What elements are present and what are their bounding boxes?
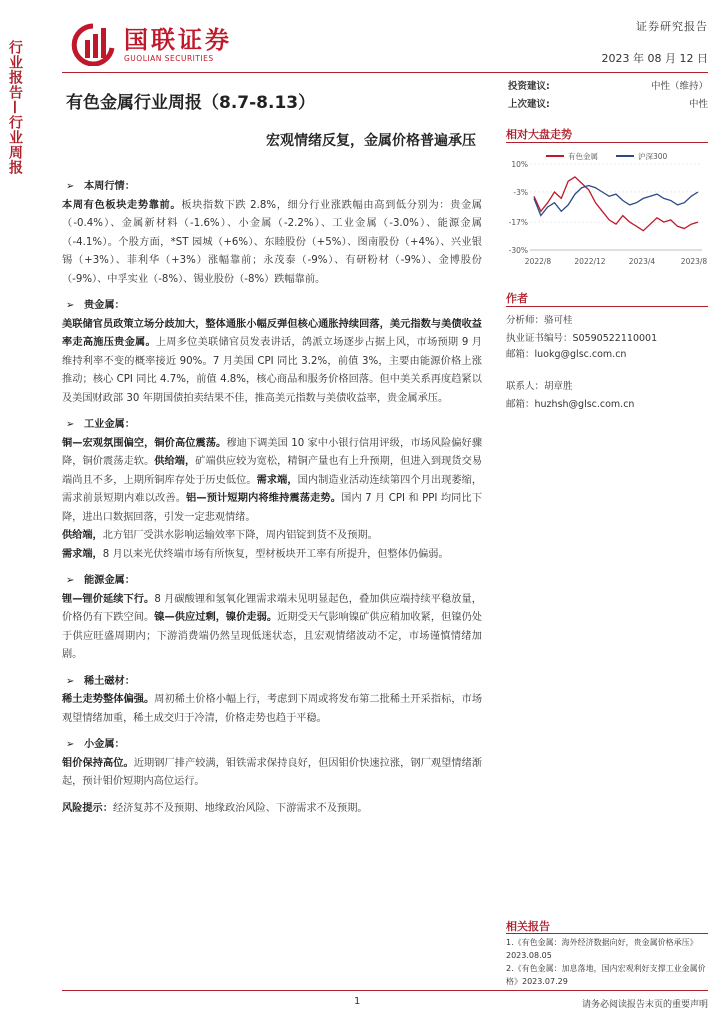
author-divider bbox=[506, 306, 708, 307]
rating-invest-label: 投资建议: bbox=[508, 81, 550, 92]
y-tick-label: -30% bbox=[508, 246, 528, 255]
y-tick-label: -3% bbox=[513, 187, 528, 197]
y-tick-label: -17% bbox=[508, 218, 528, 228]
report-date: 2023 年 08 月 12 日 bbox=[601, 52, 708, 65]
analyst-name: 骆可桂 bbox=[544, 315, 573, 326]
arrow-icon: ➢ bbox=[66, 739, 75, 750]
lithium-body: 8 月碳酸锂和氢氧化锂需求端未见明显起色，叠加供应端持续平稳放量，价格仍有下跌空间。 bbox=[62, 593, 482, 623]
x-tick-label: 2023/4 bbox=[628, 257, 656, 266]
al-demand-body: 8 月以来光伏终端市场有所恢复，型材板块开工率有所提升，但整体仍偏弱。 bbox=[102, 548, 449, 560]
x-tick-label: 2022/12 bbox=[574, 257, 606, 266]
related-divider bbox=[506, 933, 708, 934]
page-subtitle: 宏观情绪反复，金属价格普遍承压 bbox=[266, 133, 476, 149]
contact-email[interactable]: huzhsh@glsc.com.cn bbox=[534, 399, 635, 410]
email2-label: 邮箱： bbox=[506, 399, 535, 410]
section-lead: 钼价保持高位。 bbox=[62, 757, 134, 769]
aluminum-lead: 铝—预计短期内将维持震荡走势。 bbox=[186, 493, 342, 504]
logo-en-text: GUOLIAN SECURITIES bbox=[124, 53, 214, 63]
al-supply-body: 北方铝厂受洪水影响运输效率下降，周内铝锭到货不及预期。 bbox=[102, 530, 378, 541]
legend-label: 沪深300 bbox=[638, 152, 668, 161]
copper-body: 穆迪下调美国 10 家中小银行信用评级，市场风险偏好骤降，铜价震荡走软。 bbox=[62, 437, 483, 467]
lithium-lead: 锂—锂价延续下行。 bbox=[62, 593, 155, 605]
copper-lead: 铜—宏观氛围偏空，铜价高位震荡。 bbox=[62, 437, 227, 449]
rating-last-value: 中性 bbox=[688, 99, 708, 110]
footer-divider bbox=[62, 990, 708, 991]
nickel-body: 近期受天气影响镍矿供应稍加收紧，但镍仍处于供应旺盛周期内；下游消费端仍然呈现低迷状态，且宏观情绪波动不定，市场谨慎情绪加剧。 bbox=[62, 612, 483, 660]
rating-invest-value: 中性（维持） bbox=[650, 81, 708, 92]
logo-mark-icon bbox=[68, 22, 118, 66]
page-title: 有色金属行业周报（8.7-8.13） bbox=[66, 93, 316, 113]
risk-note bbox=[62, 800, 482, 819]
contact-label: 联系人： bbox=[506, 381, 545, 392]
section-head: 贵金属： bbox=[84, 300, 125, 311]
series-line bbox=[534, 177, 698, 231]
section-rare-earth bbox=[62, 673, 482, 729]
header-divider bbox=[62, 72, 708, 73]
arrow-icon: ➢ bbox=[66, 575, 75, 586]
logo bbox=[68, 22, 232, 66]
aluminum-body: 国内 7 月 CPI 和 PPI 均同比下降，进出口数据回落，引发一定悲观情绪。 bbox=[62, 493, 483, 523]
chart-svg bbox=[506, 150, 708, 270]
section-head: 本周行情： bbox=[84, 181, 135, 192]
section-head: 稀土磁材： bbox=[84, 675, 135, 687]
al-supply-lead: 供给端， bbox=[62, 530, 103, 541]
analyst-label: 分析师： bbox=[506, 315, 545, 326]
cert-row bbox=[506, 330, 657, 344]
section-lead: 稀土走势整体偏强。 bbox=[62, 694, 155, 705]
series-line bbox=[534, 186, 698, 216]
side-band bbox=[0, 40, 30, 200]
contact-row bbox=[506, 378, 573, 392]
footer-disclaimer: 请务必阅读报告末页的重要声明 bbox=[581, 1000, 708, 1010]
chart-title: 相对大盘走势 bbox=[506, 128, 572, 141]
al-demand-lead: 需求端， bbox=[62, 548, 103, 560]
main-content bbox=[62, 178, 482, 826]
report-type: 证券研究报告 bbox=[636, 20, 708, 33]
section-head: 工业金属： bbox=[84, 419, 135, 430]
supply-body: 矿端供应较为宽松，精铜产量也有上升预期，但进入到现货交易端尚且不多，上期所铜库存处于历史低位。 bbox=[62, 456, 483, 486]
section-body: 板块指数下跌 2.8%，细分行业涨跌幅由高到低分别为：贵金属（-0.4%）、金属新材料（-1.6%）、小金属（-2.2%）、工业金属（-3.0%）、能源金属（-4.1%）。个股方面，*ST 园城（+6%）、东睦股份（+5%）、图南股份（+4%）、兴业银锡（+3%）、菲利华（+3%）涨幅靠前；永茂泰（-9%）、有研粉材（-9%）、金博股份（-9%）、中孚实业（-8%）、锡业股份（-8%）跌幅靠前。 bbox=[62, 199, 482, 285]
logo-cn-text: 国联证券 bbox=[124, 25, 232, 54]
section-body: 近期钢厂排产较满，钼铁需求保持良好，但因钼价快速拉涨，钢厂观望情绪渐起，预计钼价短期内高位运行。 bbox=[62, 757, 482, 787]
y-tick-label: 10% bbox=[511, 160, 528, 169]
page-number: 1 bbox=[354, 996, 361, 1007]
rating-invest bbox=[508, 78, 708, 92]
related-item[interactable]: 2.《有色金属：加息落地，国内宏观利好支撑工业金属价格》2023.07.29 bbox=[506, 964, 706, 986]
risk-text: 经济复苏不及预期、地缘政治风险、下游需求不及预期。 bbox=[112, 802, 368, 814]
cert-label: 执业证书编号： bbox=[506, 333, 573, 344]
rating-last-label: 上次建议: bbox=[508, 99, 550, 110]
email-label: 邮箱： bbox=[506, 349, 535, 360]
section-lead: 本周有色板块走势靠前。 bbox=[62, 199, 182, 211]
contact-name: 胡章胜 bbox=[544, 381, 573, 392]
section-energy-metals bbox=[62, 572, 482, 665]
section-body: 上周多位美联储官员发表讲话，鸽派立场逐步占据上风，市场预期 9 月维持利率不变的概率接近 90%。7 月美国 CPI 同比 3.2%，前值 3%，主要由能源价格上涨推动；核心 CPI 同比 4.7%，前值 4.8%，核心商品和服务价格回落。但中美关系再度趋紧以及美国财政部 30 年期国债拍卖结果不佳，推高美元指数与美债收益率，贵金属承压。 bbox=[62, 337, 482, 404]
cert-number: S0590522110001 bbox=[572, 333, 658, 344]
section-precious-metals bbox=[62, 297, 482, 408]
x-tick-label: 2023/8 bbox=[680, 257, 708, 266]
author-head: 作者 bbox=[506, 292, 528, 305]
section-body: 周初稀土价格小幅上行，考虑到下周或将发布第二批稀土开采指标，市场观望情绪加重，稀土成交归于冷清，价格走势也趋于平稳。 bbox=[62, 694, 483, 724]
chart-title-divider bbox=[506, 142, 708, 143]
supply-lead: 供给端， bbox=[154, 456, 196, 467]
nickel-lead: 镍—供应过剩，镍价走弱。 bbox=[154, 612, 278, 623]
side-band-text: 行业报告—行业周报 bbox=[7, 40, 23, 175]
x-tick-label: 2022/8 bbox=[524, 257, 552, 266]
section-market bbox=[62, 178, 482, 289]
email-row bbox=[506, 346, 626, 360]
related-head: 相关报告 bbox=[506, 920, 550, 933]
arrow-icon: ➢ bbox=[66, 419, 75, 430]
related-list bbox=[506, 936, 710, 988]
section-industrial-metals bbox=[62, 416, 482, 564]
rating-last bbox=[508, 96, 708, 110]
related-item[interactable]: 1.《有色金属：海外经济数据向好，贵金属价格承压》2023.08.05 bbox=[506, 938, 698, 960]
relative-performance-chart bbox=[506, 150, 708, 270]
arrow-icon: ➢ bbox=[66, 181, 75, 192]
risk-label: 风险提示： bbox=[62, 802, 113, 814]
demand-lead: 需求端， bbox=[256, 474, 298, 486]
analyst-email[interactable]: luokg@glsc.com.cn bbox=[534, 349, 627, 360]
arrow-icon: ➢ bbox=[66, 300, 75, 311]
analyst-row bbox=[506, 312, 573, 326]
demand-body: 国内制造业活动连续第四个月出现萎缩，需求前景短期内难以改善。 bbox=[62, 474, 483, 504]
email2-row bbox=[506, 396, 634, 410]
section-head: 小金属： bbox=[84, 739, 125, 750]
section-head: 能源金属： bbox=[84, 575, 135, 586]
legend-label: 有色金属 bbox=[568, 152, 598, 161]
arrow-icon: ➢ bbox=[66, 675, 75, 687]
section-minor-metals bbox=[62, 736, 482, 792]
section-lead: 美联储官员政策立场分歧加大，整体通胀小幅反弹但核心通胀持续回落，美元指数与美债收益率走高施压贵金属。 bbox=[62, 318, 482, 348]
